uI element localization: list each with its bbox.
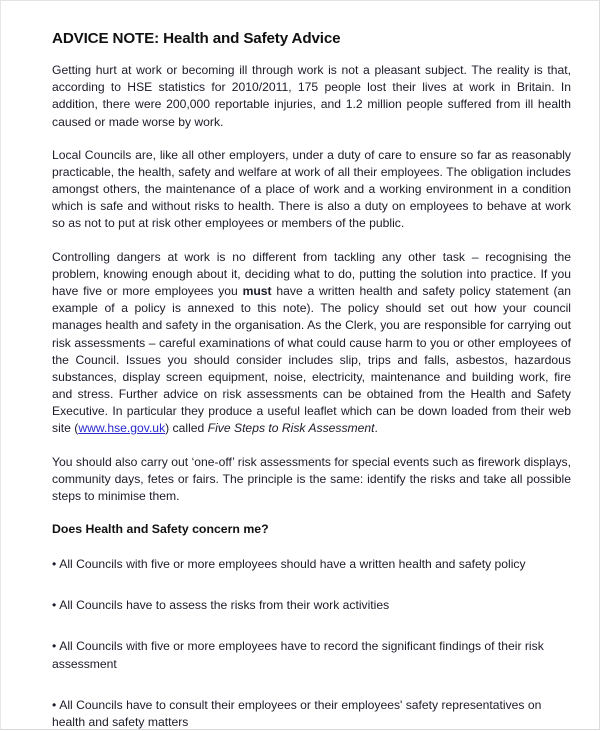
leaflet-title-italic: Five Steps to Risk Assessment xyxy=(207,421,375,436)
list-item-label: All Councils with five or more employees have to record the significant findings of their risk assessment xyxy=(52,639,544,671)
paragraph-one-off-assessments: You should also carry out ‘one-off’ risk assessments for special events such as firework displays, community days, fetes or fairs. The principle is the same: identify the risks and take all possible steps to minimise them. xyxy=(52,454,571,503)
paragraph-controlling-dangers-text-1: Controlling dangers at work is no different from tackling any other task – recognising the problem, knowing enough about it, deciding what to do, putting the solution into practice. If you have five or more employees you xyxy=(52,250,571,299)
bullet-icon: • xyxy=(52,557,57,572)
bullet-icon: • xyxy=(52,639,57,654)
list-item-label: All Councils with five or more employees should have a written health and safety policy xyxy=(59,557,526,572)
paragraph-controlling-dangers-text-3: ) called xyxy=(165,421,208,436)
paragraph-intro: Getting hurt at work or becoming ill through work is not a pleasant subject. The reality is that, according to HSE statistics for 2010/2011, 175 people lost their lives at work in Britain. In addition, there were 200,000 reportable injuries, and 1.2 million people suffered from ill health caused or made worse by work. xyxy=(52,63,571,129)
hse-website-link[interactable]: www.hse.gov.uk xyxy=(78,421,166,436)
paragraph-controlling-dangers-text-2: have a written health and safety policy statement (an example of a policy is annexed to this note). The policy should set out how your council manages health and safety in the organisation. As the Clerk, you are responsible for carrying out risk assessments – careful examinations of what could cause harm to you or other employees of the Council. Issues you should consider includes slip, trips and falls, asbestos, hazardous substances, display screen equipment, noise, electricity, maintenance and building work, fire and stress. Further advice on risk assessments can be obtained from the Health and Safety Executive. In particular they produce a useful leaflet which can be down loaded from their web site ( xyxy=(52,284,571,436)
paragraph-controlling-dangers xyxy=(52,249,571,437)
list-item xyxy=(52,697,571,731)
page-title: ADVICE NOTE: Health and Safety Advice xyxy=(52,30,341,47)
paragraph-controlling-dangers-text-4: . xyxy=(374,421,378,436)
list-item xyxy=(52,638,571,672)
list-item-label: All Councils have to assess the risks from their work activities xyxy=(59,598,390,613)
bullet-icon: • xyxy=(52,598,57,613)
document-body xyxy=(52,30,571,731)
list-item xyxy=(52,556,571,573)
bullet-icon: • xyxy=(52,697,57,712)
list-item-label: All Councils have to consult their employees or their employees' safety representatives on health and safety matters xyxy=(52,697,542,729)
list-item xyxy=(52,597,571,614)
emphasis-must: must xyxy=(242,284,272,299)
section-heading-concern-me: Does Health and Safety concern me? xyxy=(52,521,269,536)
paragraph-duty-of-care: Local Councils are, like all other employers, under a duty of care to ensure so far as reasonably practicable, the health, safety and welfare at work of all their employees. The obligation includes amongst others, the maintenance of a place of work and a working environment in a condition which is safe and without risks to health. There is also a duty on employees to behave at work so as not to put at risk other employees or members of the public. xyxy=(52,148,571,231)
